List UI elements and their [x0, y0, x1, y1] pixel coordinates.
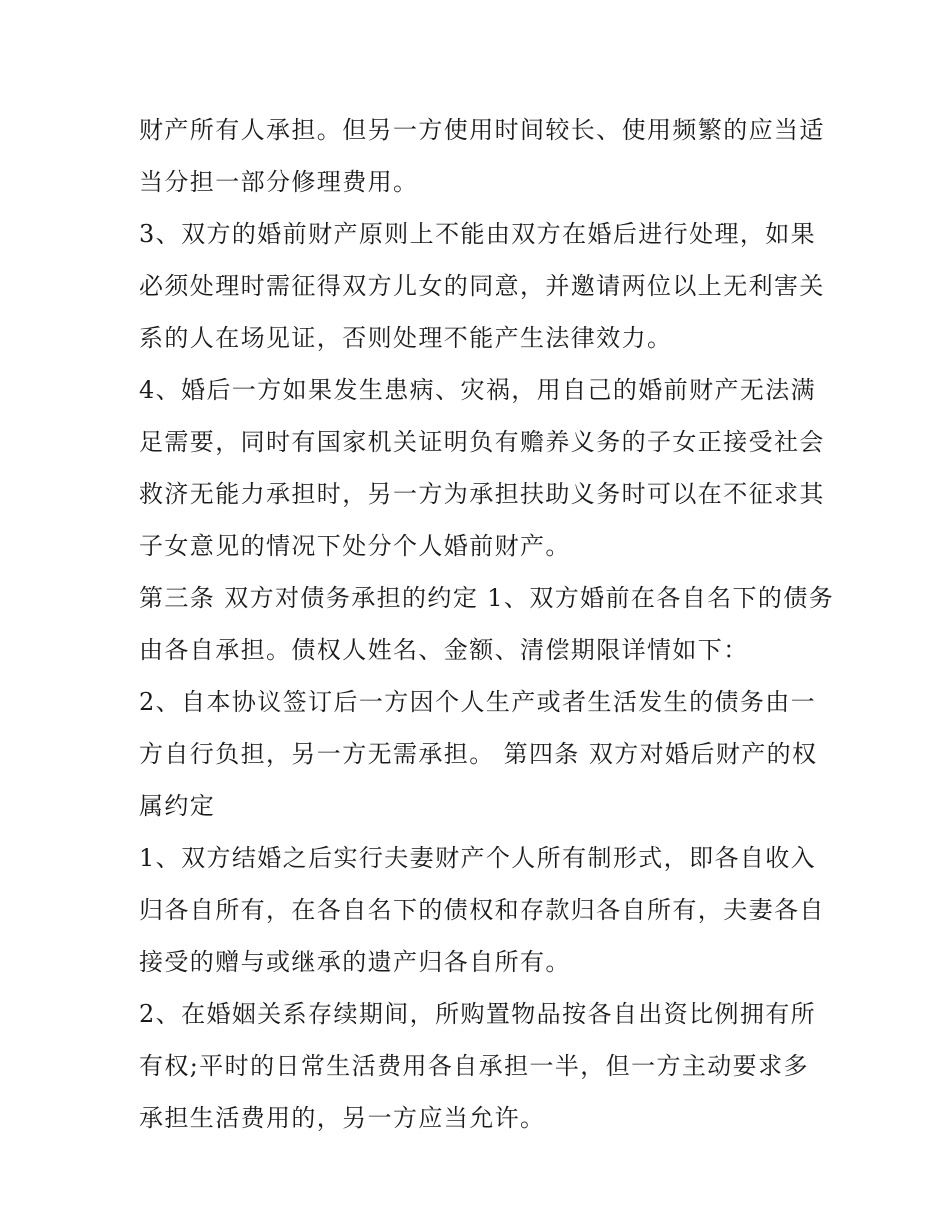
paragraph-article-3-debts [139, 572, 835, 676]
text-line: 接受的赠与或继承的遗产归各自所有。 [139, 948, 571, 976]
paragraph-clause-3 [139, 208, 825, 364]
text-line: 由各自承担。债权人姓名、金额、清偿期限详情如下： [139, 636, 749, 664]
text-line: 财产所有人承担。但另一方使用时间较长、使用频繁的应当适 [139, 116, 825, 144]
text-line: 2、在婚姻关系存续期间，所购置物品按各自出资比例拥有所 [139, 1000, 817, 1028]
text-line: 4、婚后一方如果发生患病、灾祸，用自己的婚前财产无法满 [139, 376, 817, 404]
text-line: 3、双方的婚前财产原则上不能由双方在婚后进行处理，如果 [139, 220, 817, 248]
paragraph-article-3-clause-2 [139, 676, 819, 832]
paragraph-repair-cost [139, 104, 825, 208]
text-line: 1、双方结婚之后实行夫妻财产个人所有制形式，即各自收入 [139, 844, 817, 872]
text-line: 当分担一部分修理费用。 [139, 168, 419, 196]
text-line: 第三条 双方对债务承担的约定 1、双方婚前在各自名下的债务 [139, 584, 835, 612]
paragraph-article-4-clause-2 [139, 988, 819, 1144]
text-line: 2、自本协议签订后一方因个人生产或者生活发生的债务由一 [139, 688, 817, 716]
text-line: 足需要，同时有国家机关证明负有赡养义务的子女正接受社会 [139, 428, 825, 456]
text-line: 子女意见的情况下处分个人婚前财产。 [139, 532, 571, 560]
text-line: 救济无能力承担时，另一方为承担扶助义务时可以在不征求其 [139, 480, 825, 508]
text-line: 承担生活费用的，另一方应当允许。 [139, 1104, 546, 1132]
text-line: 系的人在场见证，否则处理不能产生法律效力。 [139, 324, 673, 352]
document-body [139, 104, 835, 1144]
text-line: 有权;平时的日常生活费用各自承担一半，但一方主动要求多 [139, 1052, 809, 1080]
text-line: 必须处理时需征得双方儿女的同意，并邀请两位以上无利害关 [139, 272, 825, 300]
paragraph-clause-4 [139, 364, 825, 572]
text-line: 方自行负担，另一方无需承担。 第四条 双方对婚后财产的权 [139, 740, 818, 768]
paragraph-article-4-clause-1 [139, 832, 825, 988]
text-line: 归各自所有，在各自名下的债权和存款归各自所有，夫妻各自 [139, 896, 825, 924]
text-line: 属约定 [139, 792, 216, 820]
